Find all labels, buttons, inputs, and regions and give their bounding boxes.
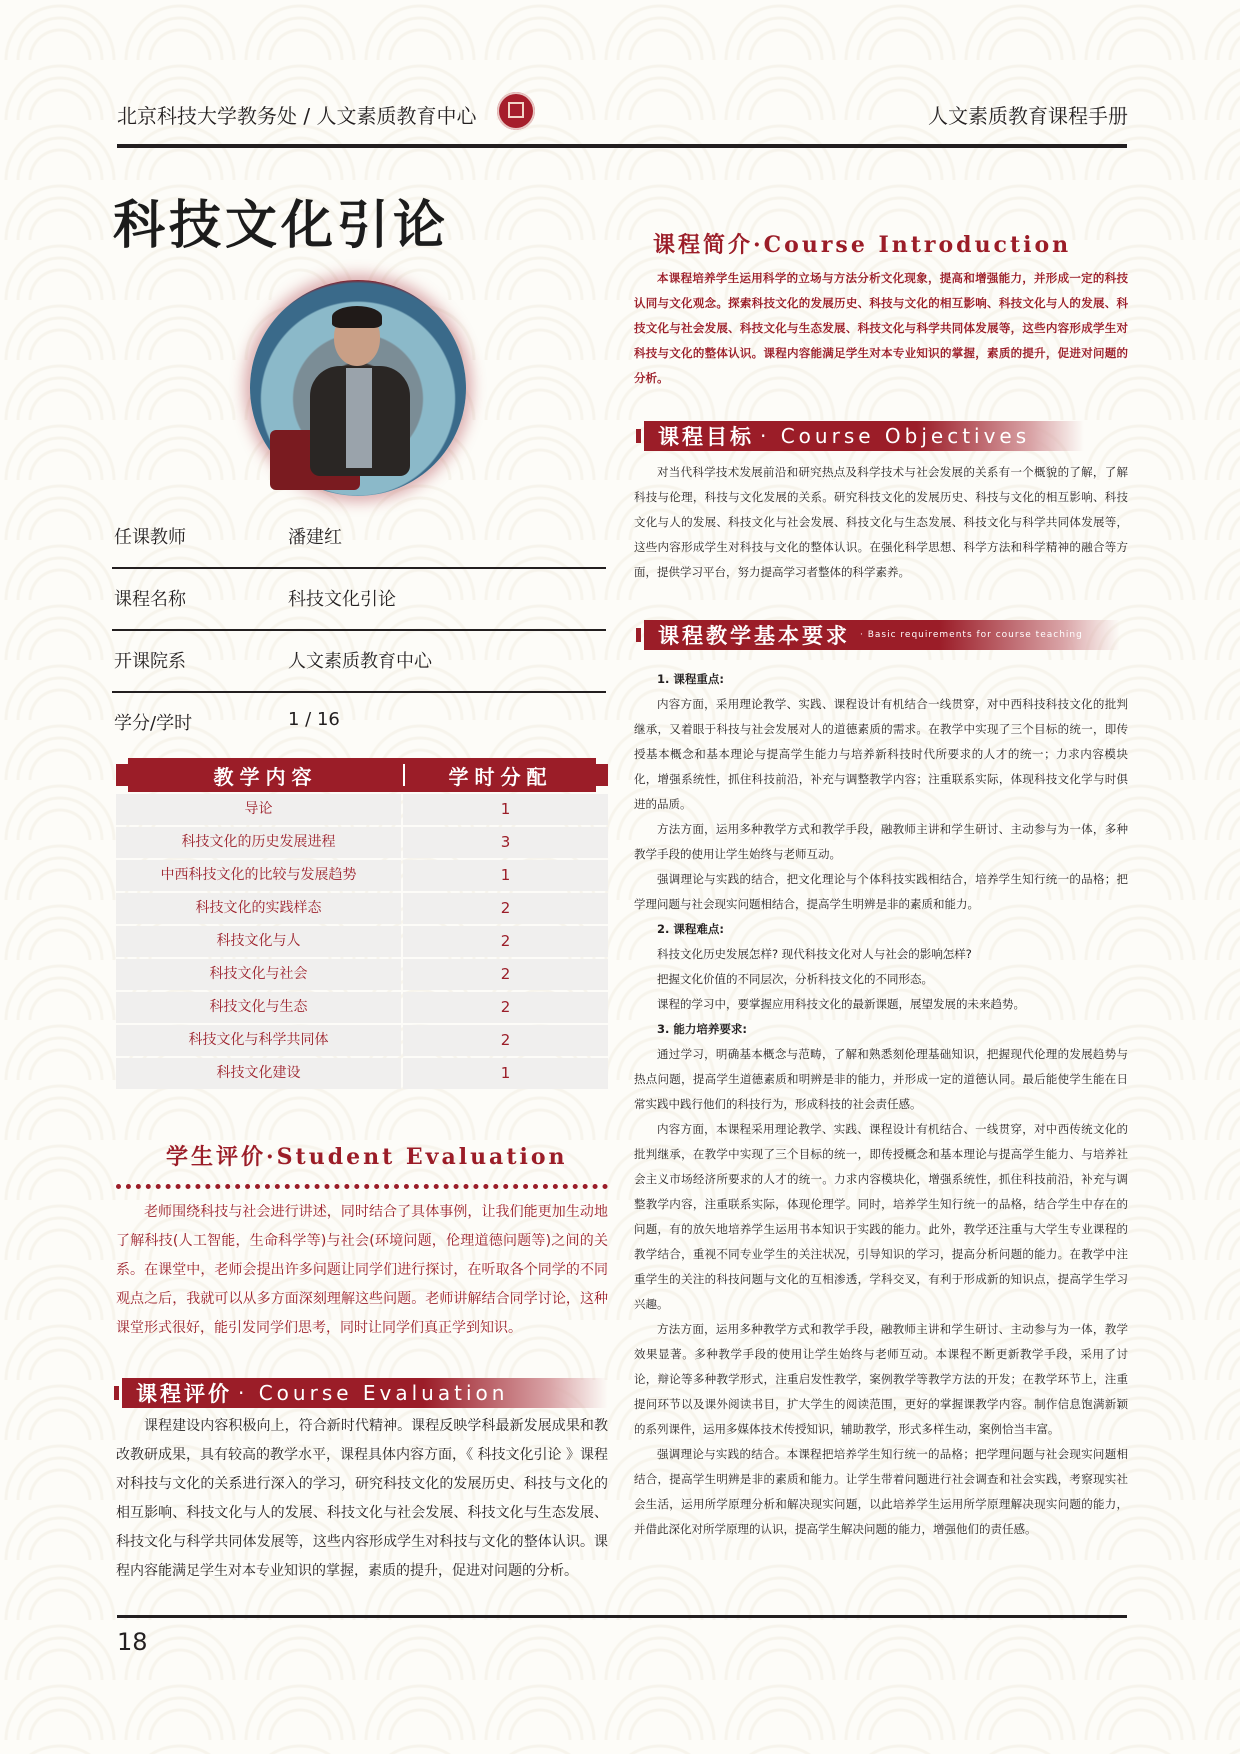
course-title: 科技文化引论: [113, 196, 450, 256]
header-left-text: 北京科技大学教务处 / 人文素质教育中心: [117, 104, 477, 128]
university-seal-icon: [497, 92, 535, 130]
table-row: [116, 959, 608, 990]
schedule-table-header: [128, 758, 596, 792]
heading-notch: [636, 429, 641, 443]
list-line: 课程的学习中，要掌握应用科技文化的最新课题，展望发展的未来趋势。: [657, 997, 1025, 1011]
topic-cell: 科技文化的历史发展进程: [116, 827, 401, 858]
section-title: 2. 课程难点:: [657, 922, 724, 936]
course-objectives-heading: [644, 421, 1084, 451]
student-evaluation-heading: 学生评价·Student Evaluation: [166, 1144, 568, 1170]
topic-cell: 中西科技文化的比较与发展趋势: [116, 860, 401, 891]
hours-cell: 1: [403, 1058, 608, 1089]
instructor-photo: [250, 280, 466, 496]
basic-requirements-body: [634, 667, 1128, 1542]
topic-cell: 科技文化与生态: [116, 992, 401, 1023]
info-value: 潘建红: [288, 527, 342, 548]
dotted-divider: [116, 1184, 608, 1189]
column-header-hours: 学时分配: [448, 764, 553, 789]
table-row: [116, 860, 608, 891]
table-row: [116, 794, 608, 825]
topic-cell: 科技文化建设: [116, 1058, 401, 1089]
heading-cn: 课程目标: [658, 425, 754, 449]
list-line: 科技文化历史发展怎样? 现代科技文化对人与社会的影响怎样?: [657, 947, 972, 961]
header-right-text: 人文素质教育课程手册: [928, 104, 1128, 128]
info-label: 开课院系: [114, 651, 186, 672]
paragraph: 方法方面，运用多种教学方式和教学手段，融教师主讲和学生研讨、主动参与为一体，多种教学手段的使用让学生始终与老师互动。: [634, 822, 1128, 861]
heading-en: · Basic requirements for course teaching: [860, 630, 1083, 640]
page-number: 18: [117, 1628, 148, 1656]
info-value: 科技文化引论: [288, 589, 396, 610]
hours-cell: 2: [403, 893, 608, 924]
table-row: [116, 1025, 608, 1056]
course-objectives-text: 对当代科学技术发展前沿和研究热点及科学技术与社会发展的关系有一个概貌的了解，了解科技与伦理，科技与文化发展的关系。研究科技文化的发展历史、科技与文化的相互影响、科技文化与人的发展、科技文化与社会发展、科技文化与生态发展、科技文化与科学共同体发展等，这些内容形成学生对科技与文化的整体认识。在强化科学思想、科学方法和科学精神的融合等方面，提供学习平台，努力提高学习者整体的科学素养。: [634, 465, 1128, 579]
heading-notch: [114, 1386, 119, 1400]
paragraph: 通过学习，明确基本概念与范畴，了解和熟悉刻伦理基础知识，把握现代伦理的发展趋势与热点问题，提高学生道德素质和明辨是非的能力，并形成一定的道德认同。最后能使学生能在日常实践中践行他们的科技行为，形成科技的社会责任感。: [634, 1047, 1128, 1111]
paragraph: 内容方面，采用理论教学、实践、课程设计有机结合一线贯穿，对中西科技科技文化的批判继承，又着眼于科技与社会发展对人的道德素质的需求。在教学中实现了三个目标的统一，即传授基本概念和基本理论与提高学生能力与培养新科技时代所要求的人才的统一；力求内容模块化，增强系统性，抓住科技前沿，补充与调整教学内容；注重联系实际，体现科技文化学与时俱进的品质。: [634, 697, 1128, 811]
paragraph: 内容方面，本课程采用理论教学、实践、课程设计有机结合、一线贯穿，对中西传统文化的批判继承，在教学中实现了三个目标的统一，即传授概念和基本理论与提高学生能力、与培养社会主义市场经济所要求的人才的统一。力求内容模块化，增强系统性，抓住科技前沿，补充与调整教学内容，注重联系实际，体现伦理学。同时，培养学生知行统一的品格，结合学生中存在的问题，有的放矢地培养学生运用书本知识于实践的能力。此外，教学还注重与大学生专业课程的教学结合，重视不同专业学生的关注状况，引导知识的学习，提高分析问题的能力。在教学中注重学生的关注的科技问题与文化的互相渗透，学科交叉，有利于形成新的知识点，提高学生学习兴趣。: [634, 1122, 1128, 1311]
table-row: [116, 893, 608, 924]
course-evaluation-text: 课程建设内容积极向上，符合新时代精神。课程反映学科最新发展成果和教改教研成果，具有较高的教学水平，课程具体内容方面，《 科技文化引论 》课程对科技与文化的关系进行深入的学习，研究科技文化的发展历史、科技与文化的相互影响、科技文化与人的发展、科技文化与社会发展、科技文化与生态发展、科技文化与科学共同体发展等，这些内容形成学生对科技与文化的整体认识。课程内容能满足学生对本专业知识的掌握，素质的提升，促进对问题的分析。: [116, 1418, 608, 1579]
paragraph: 强调理论与实践的结合。本课程把培养学生知行统一的品格；把学理问题与社会现实问题相结合，提高学生明辨是非的素质和能力。让学生带着问题进行社会调查和社会实践，考察现实社会生活，运用所学原理分析和解决现实问题，以此培养学生运用所学原理解决现实问题的能力，并借此深化对所学原理的认识，提高学生解决问题的能力，增强他们的责任感。: [634, 1447, 1128, 1536]
student-evaluation-text: 老师围绕科技与社会进行讲述，同时结合了具体事例，让我们能更加生动地了解科技(人工智能，生命科学等)与社会(环境问题，伦理道德问题等)之间的关系。在课堂中，老师会提出许多问题让同学们进行探讨，在听取各个同学的不同观点之后，我就可以从多方面深刻理解这些问题。老师讲解结合同学讨论，这种课堂形式很好，能引发同学们思考，同时让同学们真正学到知识。: [116, 1204, 608, 1336]
info-row-course-name: [112, 567, 606, 631]
heading-en: · Course Evaluation: [238, 1381, 509, 1405]
heading-cn: 课程教学基本要求: [658, 624, 850, 648]
header-divider: [117, 144, 1127, 148]
basic-requirements-heading: [644, 620, 1120, 650]
paragraph: 强调理论与实践的结合，把文化理论与个体科技实践相结合，培养学生知行统一的品格；把学理问题与社会现实问题相结合，提高学生明辨是非的素质和能力。: [634, 872, 1128, 911]
schedule-table: [116, 758, 608, 1089]
hours-cell: 1: [403, 860, 608, 891]
topic-cell: 科技文化与人: [116, 926, 401, 957]
info-label: 课程名称: [114, 589, 186, 610]
info-label: 任课教师: [114, 527, 186, 548]
paragraph: 方法方面，运用多种教学方式和教学手段，融教师主讲和学生研讨、主动参与为一体，教学效果显著。多种教学手段的使用让学生始终与老师互动。本课程不断更新教学手段，采用了讨论，辩论等多种教学形式，注重启发性教学，案例教学等教学方法的开发；在教学环节上，注重提问环节以及课外阅读书目，扩大学生的阅读范围，更好的掌握课教学内容。制作信息饱满新颖的系列课件，运用多媒体技术传授知识，辅助教学，形式多样生动，案例恰当丰富。: [634, 1322, 1128, 1436]
table-row: [116, 992, 608, 1023]
info-row-credits: [112, 691, 606, 753]
list-line: 把握文化价值的不同层次，分析科技文化的不同形态。: [657, 972, 933, 986]
hours-cell: 3: [403, 827, 608, 858]
footer-divider: [117, 1615, 1127, 1618]
hours-cell: 2: [403, 992, 608, 1023]
heading-notch: [636, 628, 641, 642]
section-title: 3. 能力培养要求:: [657, 1022, 747, 1036]
shirt-shape: [346, 368, 372, 468]
info-value: 1 / 16: [288, 709, 340, 730]
table-row: [116, 1058, 608, 1089]
hours-cell: 2: [403, 926, 608, 957]
hours-cell: 1: [403, 794, 608, 825]
hours-cell: 2: [403, 1025, 608, 1056]
info-label: 学分/学时: [114, 713, 193, 734]
info-row-instructor: [112, 505, 606, 569]
topic-cell: 科技文化的实践样态: [116, 893, 401, 924]
hours-cell: 2: [403, 959, 608, 990]
info-row-department: [112, 629, 606, 693]
topic-cell: 科技文化与科学共同体: [116, 1025, 401, 1056]
hair-shape: [332, 306, 382, 328]
course-introduction-text: 本课程培养学生运用科学的立场与方法分析文化现象，提高和增强能力，并形成一定的科技认同与文化观念。探索科技文化的发展历史、科技与文化的相互影响、科技文化与人的发展、科技文化与社会发展、科技文化与生态发展、科技文化与科学共同体发展等，这些内容形成学生对科技与文化的整体认识。课程内容能满足学生对本专业知识的掌握，素质的提升，促进对问题的分析。: [634, 271, 1128, 385]
table-row: [116, 827, 608, 858]
section-title: 1. 课程重点:: [657, 672, 724, 686]
heading-en: · Course Objectives: [760, 424, 1031, 448]
table-row: [116, 926, 608, 957]
info-value: 人文素质教育中心: [288, 651, 432, 672]
column-header-content: 教学内容: [213, 764, 318, 789]
heading-cn: 课程评价: [136, 1382, 232, 1406]
course-evaluation-heading: [122, 1378, 608, 1408]
topic-cell: 科技文化与社会: [116, 959, 401, 990]
topic-cell: 导论: [116, 794, 401, 825]
course-introduction-heading: 课程简介·Course Introduction: [653, 232, 1072, 258]
